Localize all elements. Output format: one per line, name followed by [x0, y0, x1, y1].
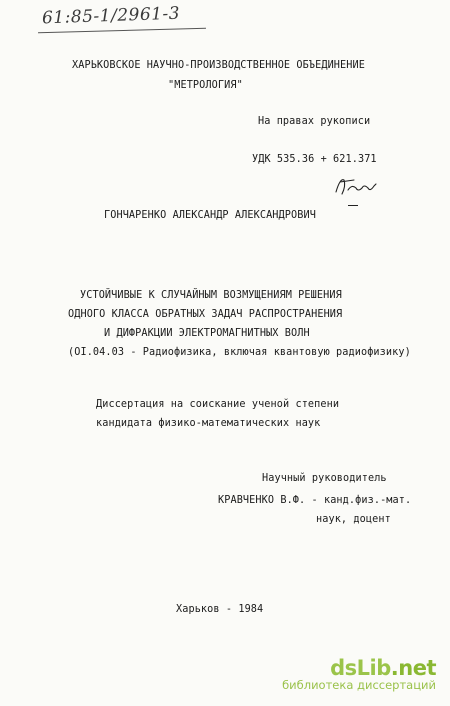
archive-underline	[38, 28, 206, 33]
organization-line-1: ХАРЬКОВСКОЕ НАУЧНО-ПРОИЗВОДСТВЕННОЕ ОБЪЕДИНЕНИЕ	[72, 60, 365, 71]
watermark	[282, 656, 436, 692]
rights-note: На правах рукописи	[258, 116, 371, 127]
title-line-1: УСТОЙЧИВЫЕ К СЛУЧАЙНЫМ ВОЗМУЩЕНИЯМ РЕШЕНИЯ	[80, 290, 342, 301]
dissertation-line-2: кандидата физико-математических наук	[96, 418, 321, 429]
signature-image	[330, 174, 380, 200]
watermark-logo-main: dsLib	[330, 656, 391, 680]
title-line-2: ОДНОГО КЛАССА ОБРАТНЫХ ЗАДАЧ РАСПРОСТРАНЕНИЯ	[68, 309, 343, 320]
organization-line-2: "МЕТРОЛОГИЯ"	[168, 80, 243, 91]
margin-mark	[348, 205, 358, 206]
archive-number: 61:85-1/2961-3	[41, 3, 181, 29]
udk-code: УДК 535.36 + 621.371	[252, 154, 377, 165]
title-line-4: (OI.04.03 - Радиофизика, включая квантовую радиофизику)	[68, 347, 411, 358]
watermark-logo	[282, 656, 436, 680]
author-name: ГОНЧАРЕНКО АЛЕКСАНДР АЛЕКСАНДРОВИЧ	[104, 210, 316, 221]
supervisor-degree: наук, доцент	[316, 514, 391, 525]
title-line-3: И ДИФРАКЦИИ ЭЛЕКТРОМАГНИТНЫХ ВОЛН	[104, 328, 310, 339]
supervisor-name: КРАВЧЕНКО В.Ф. - канд.физ.-мат.	[218, 495, 412, 506]
watermark-subtitle: библиотека диссертаций	[282, 678, 436, 692]
supervisor-heading: Научный руководитель	[262, 473, 387, 484]
city-year: Харьков - 1984	[176, 604, 264, 615]
dissertation-line-1: Диссертация на соискание ученой степени	[96, 399, 340, 410]
watermark-logo-tld: .net	[390, 656, 436, 680]
